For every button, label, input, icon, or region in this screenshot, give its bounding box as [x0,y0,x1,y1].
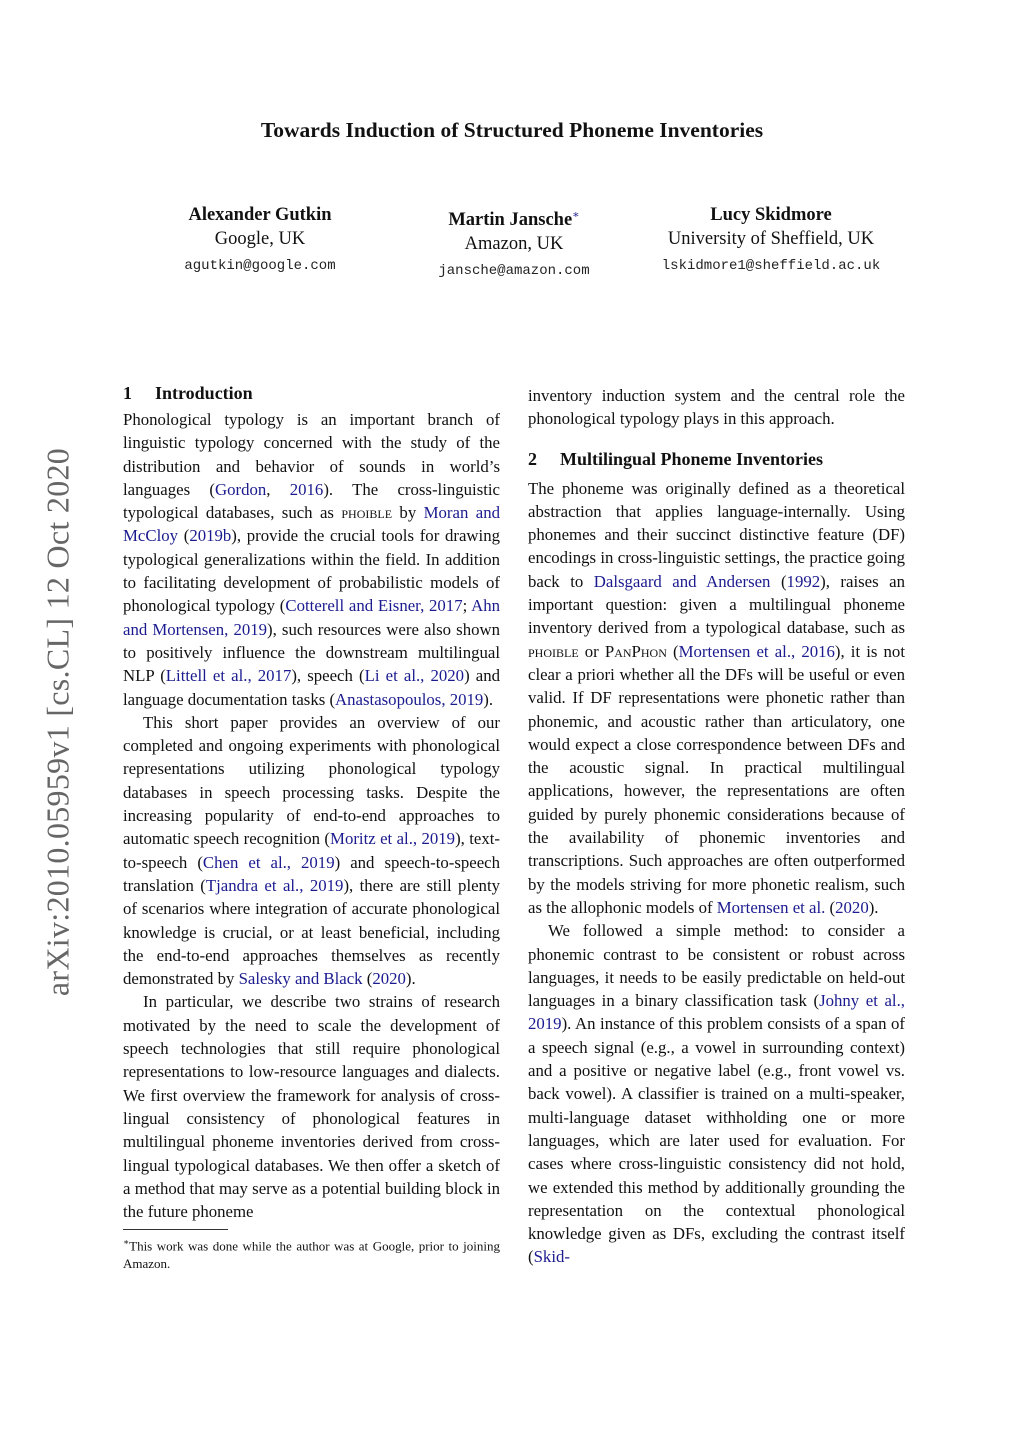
citation-link[interactable]: 2016 [289,479,324,499]
section2-paragraph-1: The phoneme was originally defined as a theoretical abstraction that applies language-internally. Using phonemes and their succinct distinctive feature (DF) encodings in cross-linguistic settings, the practice going back to Dalsgaard and Andersen (1992), raises an important question: given a multilingual phoneme inventory derived from a typological database, such as phoible or PanPhon (Mortensen et al., 2016), it is not clear a priori whether all the DFs will be useful or even valid. If DF representations were phonetic rather than phonemic, and acoustic rather than articulatory, one would expect a close correspondence between DFs and the acoustic signal. In practical multilingual applications, however, the representations are often guided by purely phonemic considerations because of the availability of phonemic inventories and transcriptions. Such approaches are often outperformed by the models striving for more phonetic realism, such as the allophonic models of Mortensen et al. (2020). [528,478,905,917]
right-column [528,384,905,1269]
citation-link[interactable]: Dalsgaard and Andersen [593,571,771,591]
citation-link[interactable]: Cotterell and Eisner, 2017 [285,596,463,616]
footnote [123,1234,500,1271]
footnote-text: This work was done while the author was at Google, prior to joining Amazon. [123,1238,500,1271]
citation-link[interactable]: 2020 [835,897,869,917]
author-block-3 [630,203,912,278]
citation-link[interactable]: Salesky and Black [238,969,363,989]
author-affiliation: Google, UK [214,229,306,249]
citation-link[interactable]: Tjandra et al., 2019 [205,875,344,895]
section2-paragraph-2: We followed a simple method: to consider a phonemic contrast to be consistent or robust across languages, it needs to be easily predictable on held-out languages in a binary classification task (Johny et al., 2019). An instance of this problem consists of a span of a speech signal (e.g., a vowel in surrounding context) and a positive or negative label (e.g., front vowel vs. back vowel). A classifier is trained on a multi-speaker, multi-language dataset withholding one or more languages, which are later used for evaluation. For cases where cross-linguistic consistency did not hold, we extended this method by additionally grounding the representation on the contextual phonological knowledge given as DFs, excluding the contrast itself (Skid- [528,921,905,1267]
citation-link[interactable]: Gordon [214,479,267,499]
phoible-name: phoible [341,503,393,523]
citation-link[interactable]: Skid- [533,1247,570,1267]
left-column [123,381,500,1272]
author-block-2 [414,203,614,283]
author-email[interactable]: agutkin@google.com [184,258,336,274]
citation-link[interactable]: Moritz et al., 2019 [330,829,456,849]
citation-link[interactable]: Mortensen et al. [716,897,826,917]
citation-link[interactable]: Chen et al., 2019 [202,852,335,872]
author-affiliation: University of Sheffield, UK [667,229,875,249]
citation-link[interactable]: 1992 [786,571,821,591]
intro-paragraph-2: This short paper provides an overview of our completed and ongoing experiments with phonological representations utilizing phonological typology databases in speech processing tasks. Despite the increasing popularity of end-to-end approaches to automatic speech recognition (Moritz et al., 2019), text-to-speech (Chen et al., 2019) and speech-to-speech translation (Tjandra et al., 2019), there are still plenty of scenarios where integration of accurate phonological knowledge is crucial, or at least beneficial, including the end-to-end approaches themselves as recently demonstrated by Salesky and Black (2020). [123,712,501,989]
intro-paragraph-3: In particular, we describe two strains of research motivated by the need to scale the development of speech technologies that still require phonological representations to low-resource languages and dialects. We first overview the framework for analysis of cross-lingual consistency of phonological features in multilingual phoneme inventories derived from cross-lingual typological databases. We then offer a sketch of a method that may serve as a potential building block in the future phoneme [123,992,500,1222]
footnote-divider [123,1229,228,1230]
panphon-name: PanPhon [604,641,667,661]
citation-link[interactable]: Johny et al., 2019 [528,991,905,1034]
paper-title: Towards Induction of Structured Phoneme Inventories [260,118,764,142]
citation-link[interactable]: Mortensen et al., 2016 [678,641,835,661]
section-heading-multilingual: 2 Multilingual Phoneme Inventories [528,448,824,469]
citation-link[interactable]: Moran and McCloy [123,503,500,546]
author-block-1 [160,203,360,278]
citation-link[interactable]: 2019b [189,526,232,546]
citation-link[interactable]: 2020 [372,969,406,989]
footnote-mark: ∗ [123,1237,130,1248]
author-affiliation: Amazon, UK [464,234,564,255]
section-heading-introduction: 1 Introduction [123,383,253,403]
author-name: Alexander Gutkin [188,205,332,225]
author-name: Lucy Skidmore [710,205,832,225]
citation-link[interactable]: Littell et al., 2017 [165,666,292,686]
citation-link[interactable]: Ahn and Mortensen, 2019 [123,596,500,639]
author-email[interactable]: jansche@amazon.com [438,263,590,280]
author-name: Martin Jansche∗ [448,209,580,231]
author-email[interactable]: lskidmore1@sheffield.ac.uk [661,258,881,274]
intro-paragraph-4: inventory induction system and the central role the phonological typology plays in this approach. [528,386,905,429]
footnote-mark[interactable]: ∗ [572,209,580,221]
citation-link[interactable]: Anastasopoulos, 2019 [335,689,484,709]
arxiv-identifier: arXiv:2010.05959v1 [cs.CL] 12 Oct 2020 [39,447,76,997]
phoible-name: phoible [528,641,579,661]
citation-link[interactable]: Li et al., 2020 [364,666,465,686]
intro-paragraph-1: Phonological typology is an important branch of linguistic typology concerned with the study of the distribution and behavior of sounds in world’s languages (Gordon, 2016). The cross-linguistic typological databases, such as phoible by Moran and McCloy (2019b), provide the crucial tools for drawing typological generalizations within the field. In addition to facilitating development of probabilistic models of phonological typology (Cotterell and Eisner, 2017; Ahn and Mortensen, 2019), such resources were also shown to positively influence the downstream multilingual NLP (Littell et al., 2017), speech (Li et al., 2020) and language documentation tasks (Anastasopoulos, 2019). [123,410,500,709]
